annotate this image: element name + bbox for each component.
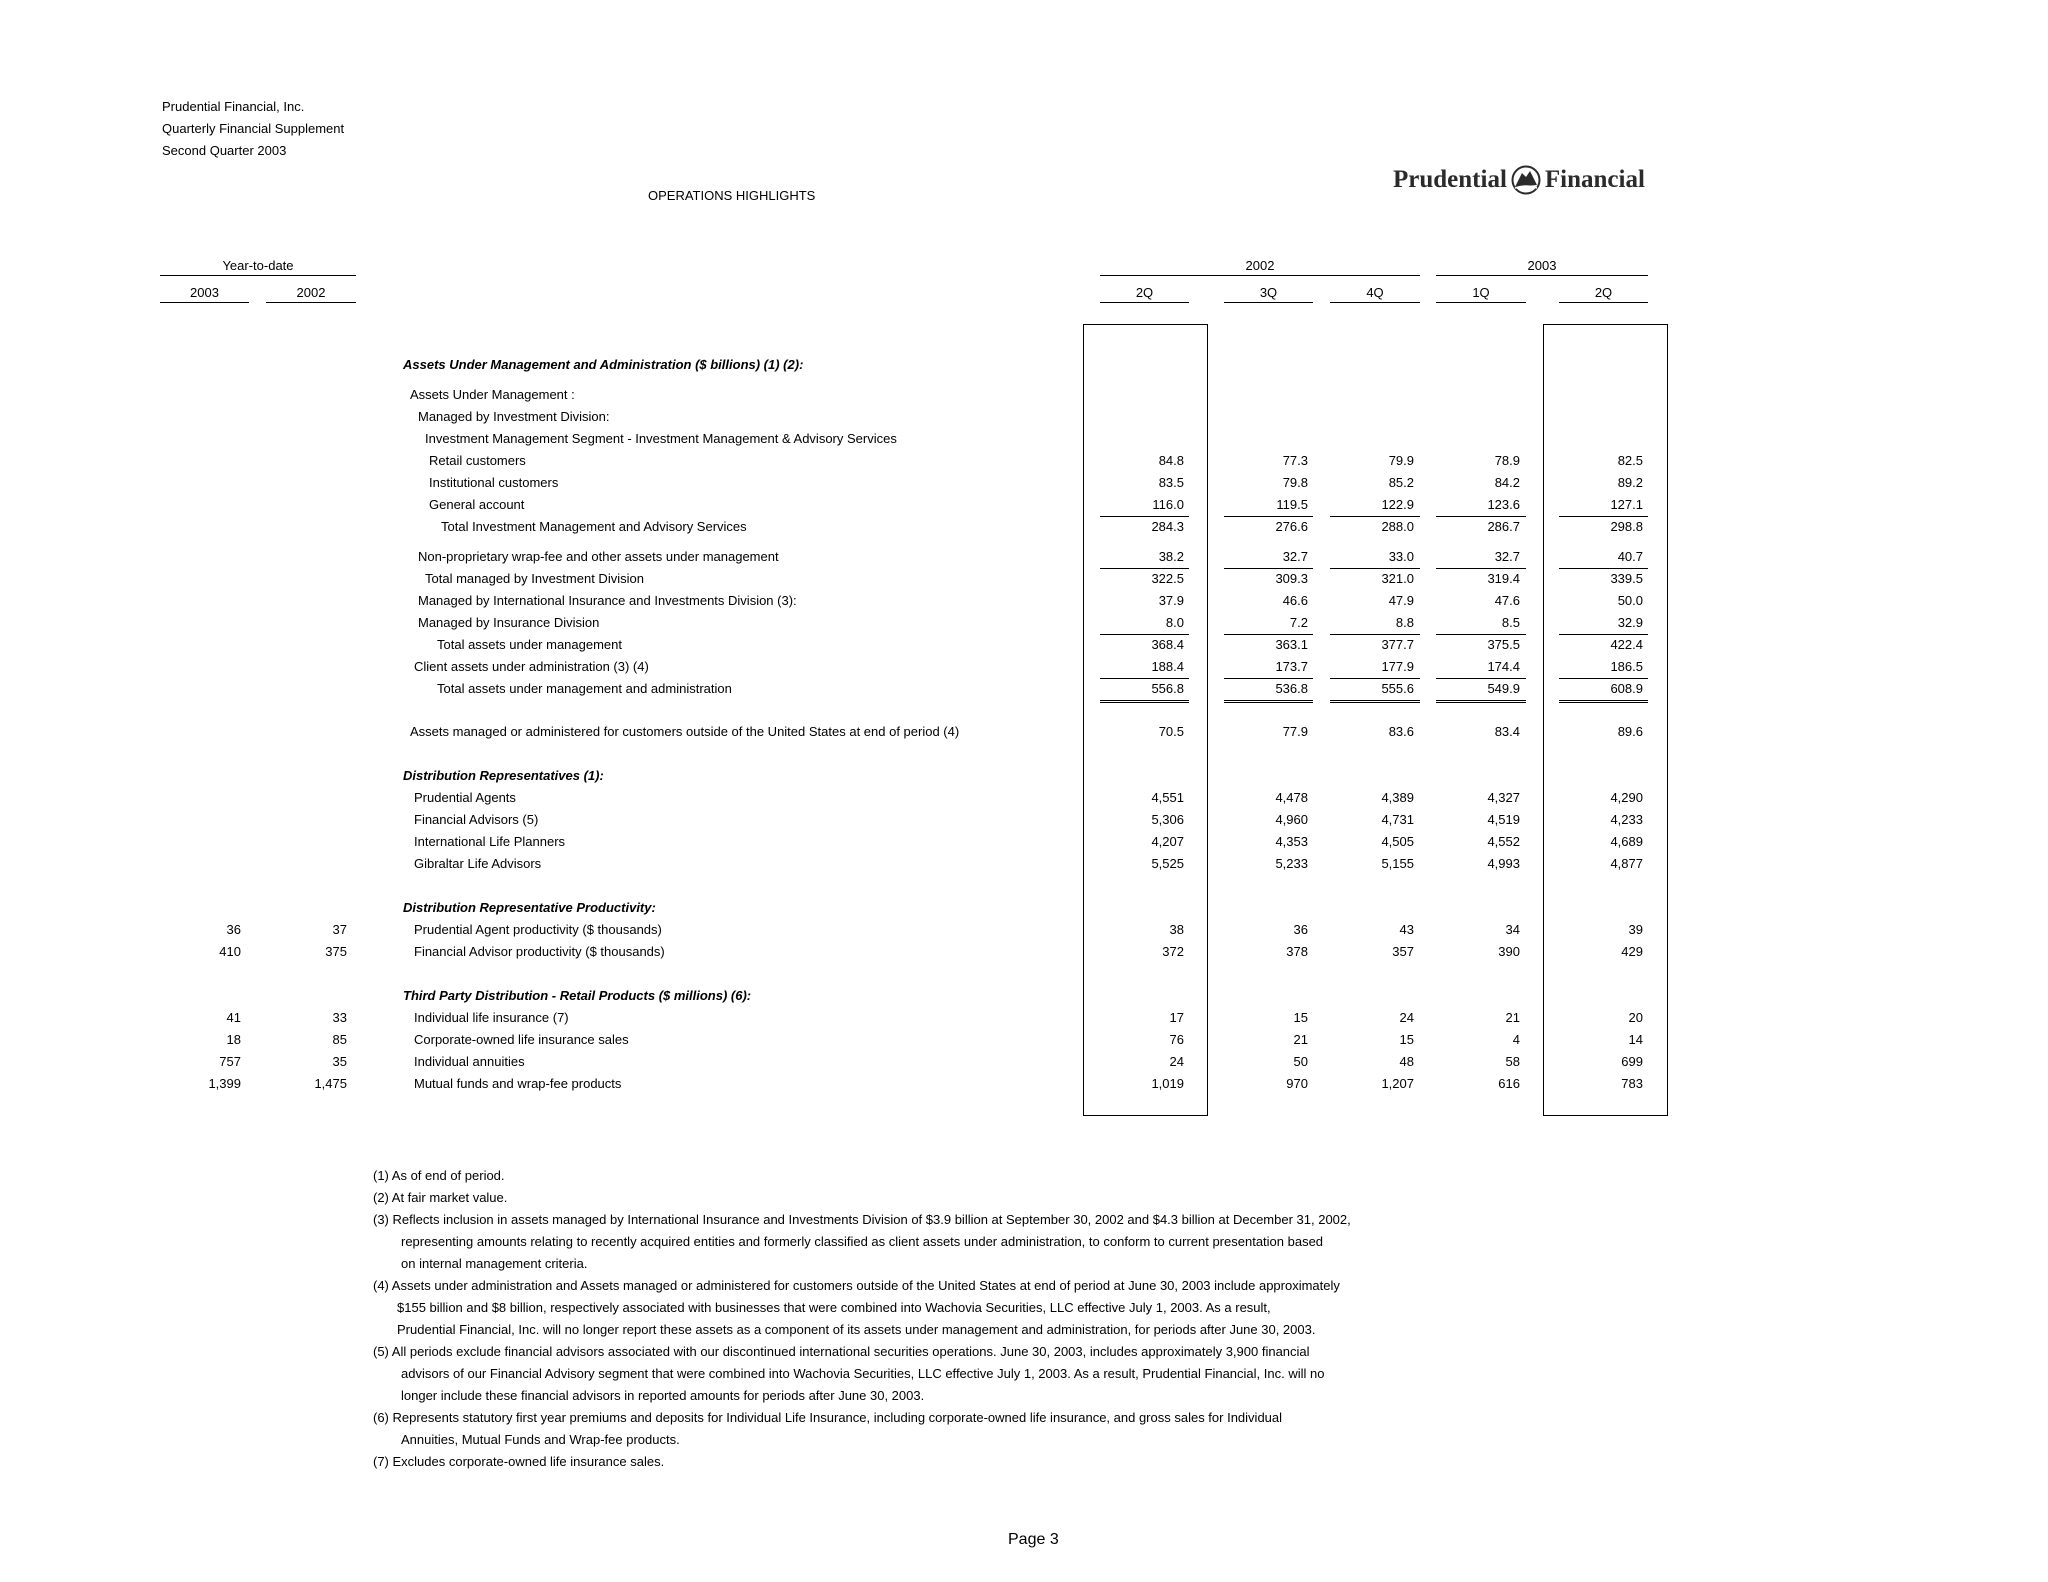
row-label: Gibraltar Life Advisors — [414, 856, 542, 871]
section-title: Distribution Representative Productivity: — [403, 900, 656, 915]
table-row — [0, 1029, 2048, 1051]
value-2q03: 298.8 — [1610, 519, 1643, 534]
value-4q02: 377.7 — [1381, 637, 1414, 652]
value-2q02: 8.0 — [1100, 612, 1189, 635]
year-2002-header: 2002 — [1100, 257, 1420, 276]
footnote-line: (7) Excludes corporate-owned life insurance sales. — [373, 1454, 665, 1469]
value-2q03: 89.2 — [1617, 475, 1643, 490]
row-label: Investment Management Segment - Investment Management & Advisory Services — [425, 431, 897, 446]
value-3q02: 276.6 — [1275, 519, 1308, 534]
row-label: Financial Advisors (5) — [414, 812, 539, 827]
value-4q02: 8.8 — [1330, 612, 1420, 635]
table-row — [0, 656, 2048, 678]
ytd-2003-value: 410 — [219, 944, 241, 959]
value-1q03: 58 — [1505, 1054, 1520, 1069]
row-label: Client assets under administration (3) (4) — [414, 659, 649, 674]
value-1q03: 47.6 — [1494, 593, 1520, 608]
ytd-2003-value: 18 — [226, 1032, 241, 1047]
value-3q02: 4,478 — [1275, 790, 1308, 805]
value-3q02: 77.3 — [1282, 453, 1308, 468]
prudential-logo — [1393, 160, 1645, 200]
section-title: Assets Under Management and Administration ($ billions) (1) (2): — [403, 357, 804, 372]
ytd-header: Year-to-date — [160, 257, 356, 276]
value-1q03: 83.4 — [1494, 724, 1520, 739]
value-3q02: 79.8 — [1282, 475, 1308, 490]
row-label: Managed by Investment Division: — [418, 409, 610, 424]
rock-of-gibraltar-icon — [1511, 165, 1541, 195]
row-label: Assets Under Management : — [410, 387, 575, 402]
logo-text-left: Prudential — [1393, 166, 1507, 193]
value-1q03: 616 — [1498, 1076, 1520, 1091]
value-2q03: 4,689 — [1610, 834, 1643, 849]
value-3q02: 32.7 — [1224, 546, 1313, 569]
value-2q02: 5,306 — [1151, 812, 1184, 827]
footnote-line: (6) Represents statutory first year premiums and deposits for Individual Life Insurance, including corporate-owned life insurance, and gross sales for Individual — [373, 1410, 1283, 1425]
value-2q03: 4,233 — [1610, 812, 1643, 827]
value-3q02: 4,960 — [1275, 812, 1308, 827]
value-2q02: 368.4 — [1151, 637, 1184, 652]
footnote-line: advisors of our Financial Advisory segment that were combined into Wachovia Securities, LLC effective July 1, 2003. As a result, Prudential Financial, Inc. will no — [401, 1366, 1325, 1381]
table-row — [0, 853, 2048, 875]
value-1q03: 4 — [1512, 1032, 1520, 1047]
table-row — [0, 1007, 2048, 1029]
row-label: Total assets under management — [437, 637, 622, 652]
value-3q02: 536.8 — [1224, 678, 1313, 703]
value-2q02: 4,551 — [1151, 790, 1184, 805]
row-label: Mutual funds and wrap-fee products — [414, 1076, 622, 1091]
page-number: Page 3 — [1008, 1531, 1059, 1548]
company-name: Prudential Financial, Inc. — [162, 99, 305, 114]
value-2q03: 608.9 — [1559, 678, 1648, 703]
value-2q02: 372 — [1162, 944, 1184, 959]
value-4q02: 4,505 — [1381, 834, 1414, 849]
value-4q02: 43 — [1399, 922, 1414, 937]
value-4q02: 1,207 — [1381, 1076, 1414, 1091]
value-3q02: 77.9 — [1282, 724, 1308, 739]
table-row — [0, 406, 2048, 428]
row-label: Total managed by Investment Division — [425, 571, 644, 586]
value-4q02: 83.6 — [1388, 724, 1414, 739]
value-3q02: 363.1 — [1275, 637, 1308, 652]
section-title: Distribution Representatives (1): — [403, 768, 604, 783]
report-period: Second Quarter 2003 — [162, 143, 287, 158]
value-3q02: 21 — [1293, 1032, 1308, 1047]
row-label: Non-proprietary wrap-fee and other assets under management — [418, 549, 779, 564]
ytd-2002-header: 2002 — [266, 284, 356, 303]
quarter-header-2q03: 2Q — [1559, 284, 1648, 303]
table-row — [0, 941, 2048, 963]
section-heading-aum — [0, 354, 2048, 376]
value-4q02: 177.9 — [1330, 656, 1420, 679]
value-1q03: 4,519 — [1487, 812, 1520, 827]
value-2q03: 127.1 — [1559, 494, 1648, 517]
footnote-line: (4) Assets under administration and Assets managed or administered for customers outside of the United States at end of period at June 30, 2003 include approximately — [373, 1278, 1340, 1293]
table-row — [0, 919, 2048, 941]
value-3q02: 309.3 — [1275, 571, 1308, 586]
row-label: Financial Advisor productivity ($ thousands) — [414, 944, 665, 959]
value-2q02: 556.8 — [1100, 678, 1189, 703]
value-2q03: 429 — [1621, 944, 1643, 959]
value-2q02: 284.3 — [1151, 519, 1184, 534]
table-row — [0, 516, 2048, 538]
quarter-header-4q02: 4Q — [1330, 284, 1420, 303]
value-4q02: 321.0 — [1381, 571, 1414, 586]
footnote-line: (1) As of end of period. — [373, 1168, 505, 1183]
value-2q03: 339.5 — [1610, 571, 1643, 586]
table-row — [0, 787, 2048, 809]
value-2q03: 699 — [1621, 1054, 1643, 1069]
value-2q03: 39 — [1628, 922, 1643, 937]
value-3q02: 7.2 — [1224, 612, 1313, 635]
value-4q02: 48 — [1399, 1054, 1414, 1069]
table-row — [0, 494, 2048, 516]
table-row — [0, 546, 2048, 568]
row-label: Total Investment Management and Advisory Services — [441, 519, 747, 534]
value-2q02: 5,525 — [1151, 856, 1184, 871]
row-label: Corporate-owned life insurance sales — [414, 1032, 629, 1047]
quarter-header-3q02: 3Q — [1224, 284, 1313, 303]
value-4q02: 4,731 — [1381, 812, 1414, 827]
value-4q02: 288.0 — [1381, 519, 1414, 534]
footnote-line: $155 billion and $8 billion, respectively associated with businesses that were combined into Wachovia Securities, LLC effective July 1, 2003. As a result, — [397, 1300, 1271, 1315]
value-4q02: 555.6 — [1330, 678, 1420, 703]
table-row — [0, 472, 2048, 494]
year-2003-header: 2003 — [1436, 257, 1648, 276]
section-heading-productivity — [0, 897, 2048, 919]
value-2q03: 40.7 — [1559, 546, 1648, 569]
table-row — [0, 428, 2048, 450]
row-label: Assets managed or administered for customers outside of the United States at end of period (4) — [410, 724, 960, 739]
value-3q02: 970 — [1286, 1076, 1308, 1091]
ytd-2003-header: 2003 — [160, 284, 249, 303]
row-label: Prudential Agents — [414, 790, 516, 805]
value-2q03: 186.5 — [1559, 656, 1648, 679]
value-1q03: 319.4 — [1487, 571, 1520, 586]
row-label: General account — [429, 497, 525, 512]
value-1q03: 549.9 — [1436, 678, 1526, 703]
row-label: International Life Planners — [414, 834, 566, 849]
value-2q03: 89.6 — [1617, 724, 1643, 739]
value-4q02: 79.9 — [1388, 453, 1414, 468]
footnote-line: on internal management criteria. — [401, 1256, 588, 1271]
table-row — [0, 721, 2048, 743]
table-row — [0, 1073, 2048, 1095]
value-4q02: 5,155 — [1381, 856, 1414, 871]
ytd-2002-value: 85 — [332, 1032, 347, 1047]
row-label: Managed by International Insurance and Investments Division (3): — [418, 593, 797, 608]
section-heading-distribution — [0, 765, 2048, 787]
value-2q03: 20 — [1628, 1010, 1643, 1025]
value-2q02: 116.0 — [1100, 494, 1189, 517]
value-2q02: 37.9 — [1158, 593, 1184, 608]
quarter-header-2q02: 2Q — [1100, 284, 1189, 303]
table-row — [0, 384, 2048, 406]
ytd-2002-value: 1,475 — [314, 1076, 347, 1091]
footnote-line: Annuities, Mutual Funds and Wrap-fee products. — [401, 1432, 680, 1447]
ytd-2003-value: 1,399 — [208, 1076, 241, 1091]
value-4q02: 24 — [1399, 1010, 1414, 1025]
value-1q03: 4,327 — [1487, 790, 1520, 805]
value-2q02: 83.5 — [1158, 475, 1184, 490]
value-2q02: 1,019 — [1151, 1076, 1184, 1091]
value-3q02: 36 — [1293, 922, 1308, 937]
value-4q02: 85.2 — [1388, 475, 1414, 490]
row-label: Retail customers — [429, 453, 526, 468]
value-2q03: 783 — [1621, 1076, 1643, 1091]
value-2q02: 76 — [1169, 1032, 1184, 1047]
ytd-2002-value: 35 — [332, 1054, 347, 1069]
value-2q02: 70.5 — [1158, 724, 1184, 739]
row-label: Individual annuities — [414, 1054, 525, 1069]
ytd-2002-value: 37 — [332, 922, 347, 937]
value-3q02: 5,233 — [1275, 856, 1308, 871]
table-row — [0, 590, 2048, 612]
value-1q03: 390 — [1498, 944, 1520, 959]
value-2q02: 188.4 — [1100, 656, 1189, 679]
value-4q02: 33.0 — [1330, 546, 1420, 569]
quarter-header-1q03: 1Q — [1436, 284, 1526, 303]
table-row — [0, 1051, 2048, 1073]
value-2q03: 4,290 — [1610, 790, 1643, 805]
row-label: Individual life insurance (7) — [414, 1010, 569, 1025]
footnote-line: representing amounts relating to recently acquired entities and formerly classified as client assets under administration, to conform to current presentation based — [401, 1234, 1324, 1249]
value-1q03: 84.2 — [1494, 475, 1520, 490]
value-2q02: 17 — [1169, 1010, 1184, 1025]
footnote-line: (3) Reflects inclusion in assets managed by International Insurance and Investments Division of $3.9 billion at September 30, 2002 and $4.3 billion at December 31, 2002, — [373, 1212, 1351, 1227]
value-3q02: 15 — [1293, 1010, 1308, 1025]
value-1q03: 34 — [1505, 922, 1520, 937]
page-title: OPERATIONS HIGHLIGHTS — [648, 188, 816, 203]
ytd-2003-value: 41 — [226, 1010, 241, 1025]
footnote-line: (2) At fair market value. — [373, 1190, 508, 1205]
value-1q03: 123.6 — [1436, 494, 1526, 517]
value-1q03: 4,552 — [1487, 834, 1520, 849]
value-2q02: 38.2 — [1100, 546, 1189, 569]
value-1q03: 21 — [1505, 1010, 1520, 1025]
value-2q03: 4,877 — [1610, 856, 1643, 871]
report-name: Quarterly Financial Supplement — [162, 121, 345, 136]
value-3q02: 4,353 — [1275, 834, 1308, 849]
table-row — [0, 831, 2048, 853]
value-3q02: 119.5 — [1224, 494, 1313, 517]
ytd-2003-value: 36 — [226, 922, 241, 937]
value-2q03: 32.9 — [1559, 612, 1648, 635]
value-1q03: 4,993 — [1487, 856, 1520, 871]
value-2q02: 38 — [1169, 922, 1184, 937]
logo-text-right: Financial — [1544, 166, 1645, 193]
row-label: Total assets under management and administration — [437, 681, 732, 696]
footnote-line: (5) All periods exclude financial advisors associated with our discontinued international securities operations. June 30, 2003, includes approximately 3,900 financial — [373, 1344, 1310, 1359]
value-1q03: 174.4 — [1436, 656, 1526, 679]
value-2q03: 422.4 — [1610, 637, 1643, 652]
value-3q02: 378 — [1286, 944, 1308, 959]
value-4q02: 15 — [1399, 1032, 1414, 1047]
value-1q03: 32.7 — [1436, 546, 1526, 569]
value-1q03: 286.7 — [1487, 519, 1520, 534]
value-1q03: 78.9 — [1494, 453, 1520, 468]
row-label: Prudential Agent productivity ($ thousands) — [414, 922, 662, 937]
table-row — [0, 568, 2048, 590]
ytd-2003-value: 757 — [219, 1054, 241, 1069]
table-row — [0, 612, 2048, 634]
value-3q02: 173.7 — [1224, 656, 1313, 679]
value-4q02: 4,389 — [1381, 790, 1414, 805]
value-2q02: 24 — [1169, 1054, 1184, 1069]
footnote-line: longer include these financial advisors in reported amounts for periods after June 30, 2003. — [401, 1388, 925, 1403]
value-1q03: 8.5 — [1436, 612, 1526, 635]
ytd-2002-value: 33 — [332, 1010, 347, 1025]
row-label: Managed by Insurance Division — [418, 615, 600, 630]
section-heading-third-party — [0, 985, 2048, 1007]
value-1q03: 375.5 — [1487, 637, 1520, 652]
section-title: Third Party Distribution - Retail Products ($ millions) (6): — [403, 988, 752, 1003]
value-4q02: 357 — [1392, 944, 1414, 959]
table-row — [0, 809, 2048, 831]
value-2q02: 322.5 — [1151, 571, 1184, 586]
ytd-2002-value: 375 — [325, 944, 347, 959]
value-4q02: 47.9 — [1388, 593, 1414, 608]
value-2q02: 4,207 — [1151, 834, 1184, 849]
value-4q02: 122.9 — [1330, 494, 1420, 517]
footnote-line: Prudential Financial, Inc. will no longer report these assets as a component of its assets under management and administration, for periods after June 30, 2003. — [397, 1322, 1316, 1337]
table-row — [0, 634, 2048, 656]
value-3q02: 46.6 — [1282, 593, 1308, 608]
table-row — [0, 678, 2048, 700]
value-2q03: 50.0 — [1617, 593, 1643, 608]
value-2q02: 84.8 — [1158, 453, 1184, 468]
value-3q02: 50 — [1293, 1054, 1308, 1069]
table-row — [0, 450, 2048, 472]
value-2q03: 82.5 — [1617, 453, 1643, 468]
row-label: Institutional customers — [429, 475, 559, 490]
value-2q03: 14 — [1628, 1032, 1643, 1047]
